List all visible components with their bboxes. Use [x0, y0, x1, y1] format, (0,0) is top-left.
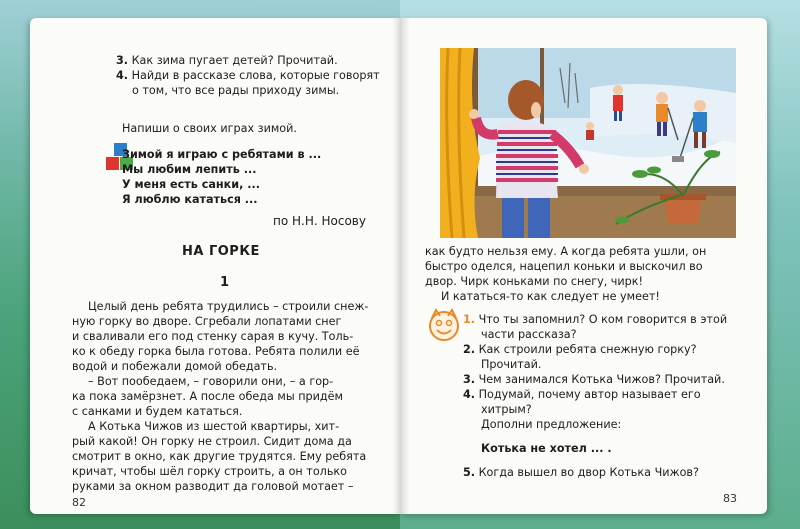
- question-2-continued: Прочитай.: [481, 358, 542, 371]
- right-page: [401, 18, 767, 514]
- question-4-continued: хитрым?: [481, 403, 532, 416]
- question-4-continued: о том, что все рады приходу зимы.: [132, 84, 340, 97]
- smiley-icon: [427, 308, 461, 342]
- story-line: руками за окном разводит да головой мотает –: [72, 480, 354, 493]
- story-line: рый какой! Он горку не строил. Сидит дома да: [72, 435, 352, 448]
- story-line: ка пока замёрзнет. А после обеда мы придём: [72, 390, 343, 403]
- story-illustration: [440, 48, 736, 238]
- chapter-number: 1: [220, 275, 230, 290]
- story-line: И кататься-то как следует не умеет!: [441, 290, 660, 303]
- story-line: смотрит в окно, как другие трудятся. Ему ребята: [72, 450, 367, 463]
- task-line: Мы любим лепить ...: [122, 163, 257, 176]
- page-number-right: 83: [723, 492, 737, 505]
- question-4-instruction: Дополни предложение:: [481, 418, 622, 431]
- task-line: У меня есть санки, ...: [122, 178, 260, 191]
- task-intro: Напиши о своих играх зимой.: [122, 122, 297, 135]
- question-2: 2. Как строили ребята снежную горку?: [463, 343, 697, 356]
- story-line: ко к обеду горка была готова. Ребята полили её: [72, 345, 360, 358]
- story-line: кричат, чтобы шёл горку строить, а он только: [72, 465, 348, 478]
- story-line: как будто нельзя ему. А когда ребята ушли, он: [425, 245, 707, 258]
- question-5: 5. Когда вышел во двор Котька Чижов?: [463, 466, 699, 479]
- story-line: водой и побежали домой обедать.: [72, 360, 278, 373]
- task-line: Я люблю кататься ...: [122, 193, 258, 206]
- story-line: двор. Чирк коньками по снегу, чирк!: [425, 275, 644, 288]
- question-3: 3. Чем занимался Котька Чижов? Прочитай.: [463, 373, 725, 386]
- book-spine-shadow: [392, 18, 410, 514]
- story-title: НА ГОРКЕ: [182, 244, 260, 259]
- left-page: [30, 18, 401, 514]
- story-line: быстро оделся, нацепил коньки и выскочил во: [425, 260, 703, 273]
- story-source: по Н.Н. Носову: [273, 214, 366, 228]
- task-line: Зимой я играю с ребятами в ...: [122, 148, 322, 161]
- question-1-continued: части рассказа?: [481, 328, 577, 341]
- story-line: ную горку во дворе. Сгребали лопатами снег: [72, 315, 342, 328]
- question-3: 3. Как зима пугает детей? Прочитай.: [116, 54, 338, 67]
- question-4: 4. Подумай, почему автор называет его: [463, 388, 701, 401]
- fill-in-sentence: Котька не хотел ... .: [481, 442, 612, 455]
- story-line: – Вот пообедаем, – говорили они, – а гор-: [88, 375, 334, 388]
- story-line: Целый день ребята трудились – строили снеж-: [88, 300, 369, 313]
- story-line: и сваливали его под стенку сарая в кучу. Толь-: [72, 330, 354, 343]
- child-figure: [586, 122, 594, 140]
- page-number-left: 82: [72, 496, 86, 509]
- question-1: 1. Что ты запомнил? О ком говорится в этой: [463, 313, 728, 326]
- story-line: с санками и будем кататься.: [72, 405, 243, 418]
- story-line: А Котька Чижов из шестой квартиры, хит-: [88, 420, 340, 433]
- question-4: 4. Найди в рассказе слова, которые говорят: [116, 69, 380, 82]
